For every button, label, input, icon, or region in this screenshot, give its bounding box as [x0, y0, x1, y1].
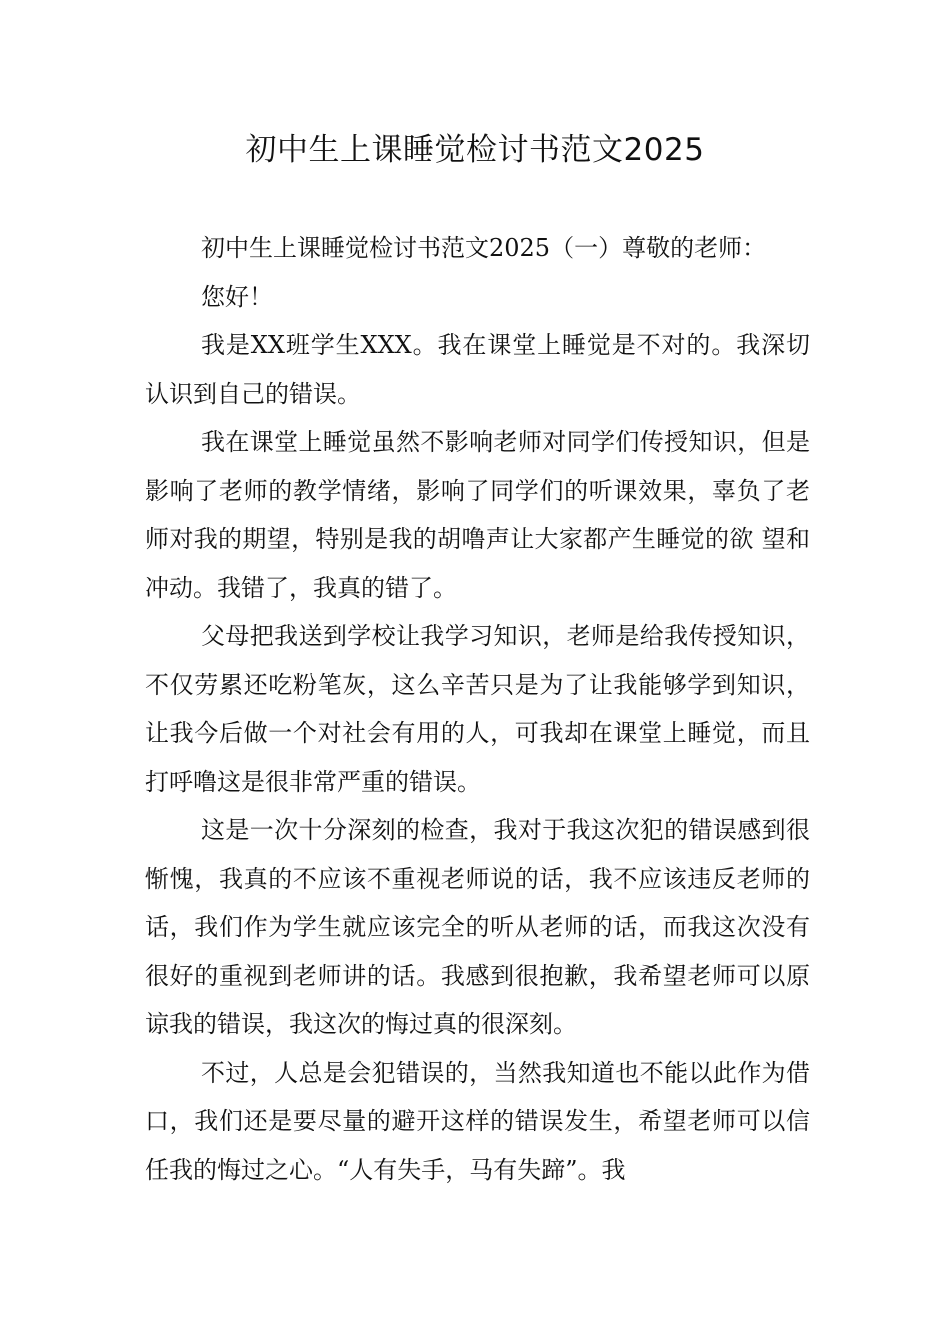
paragraph-3: 父母把我送到学校让我学习知识，老师是给我传授知识，不仅劳累还吃粉笔灰，这么辛苦只是为了让我能够学到知识，让我今后做一个对社会有用的人，可我却在课堂上睡觉，而且打呼噜这是很非常严重的错误。: [145, 622, 810, 796]
paragraph-2: 我在课堂上睡觉虽然不影响老师对同学们传授知识，但是影响了老师的教学情绪，影响了同学们的听课效果，辜负了老师对我的期望，特别是我的胡噜声让大家都产生睡觉的欲 望和冲动。我错了，我真的错了。: [145, 428, 810, 602]
paragraph-5: 不过，人总是会犯错误的，当然我知道也不能以此作为借口，我们还是要尽量的避开这样的错误发生，希望老师可以信任我的悔过之心。“人有失手，马有失蹄”。我: [145, 1058, 810, 1184]
paragraph-1: 我是XX班学生XXX。我在课堂上睡觉是不对的。我深切认识到自己的错误。: [145, 331, 810, 408]
document-body: [145, 224, 810, 1194]
paragraph-heading-line: 初中生上课睡觉检讨书范文2025（一）尊敬的老师：: [201, 234, 767, 262]
document-title: 初中生上课睡觉检讨书范文2025: [245, 132, 705, 168]
paragraph-greeting: 您好！: [201, 282, 273, 311]
paragraph-4: 这是一次十分深刻的检查，我对于我这次犯的错误感到很惭愧，我真的不应该不重视老师说的话，我不应该违反老师的话，我们作为学生就应该完全的听从老师的话，而我这次没有很好的重视到老师讲的话。我感到很抱歉，我希望老师可以原谅我的错误，我这次的悔过真的很深刻。: [145, 816, 810, 1038]
